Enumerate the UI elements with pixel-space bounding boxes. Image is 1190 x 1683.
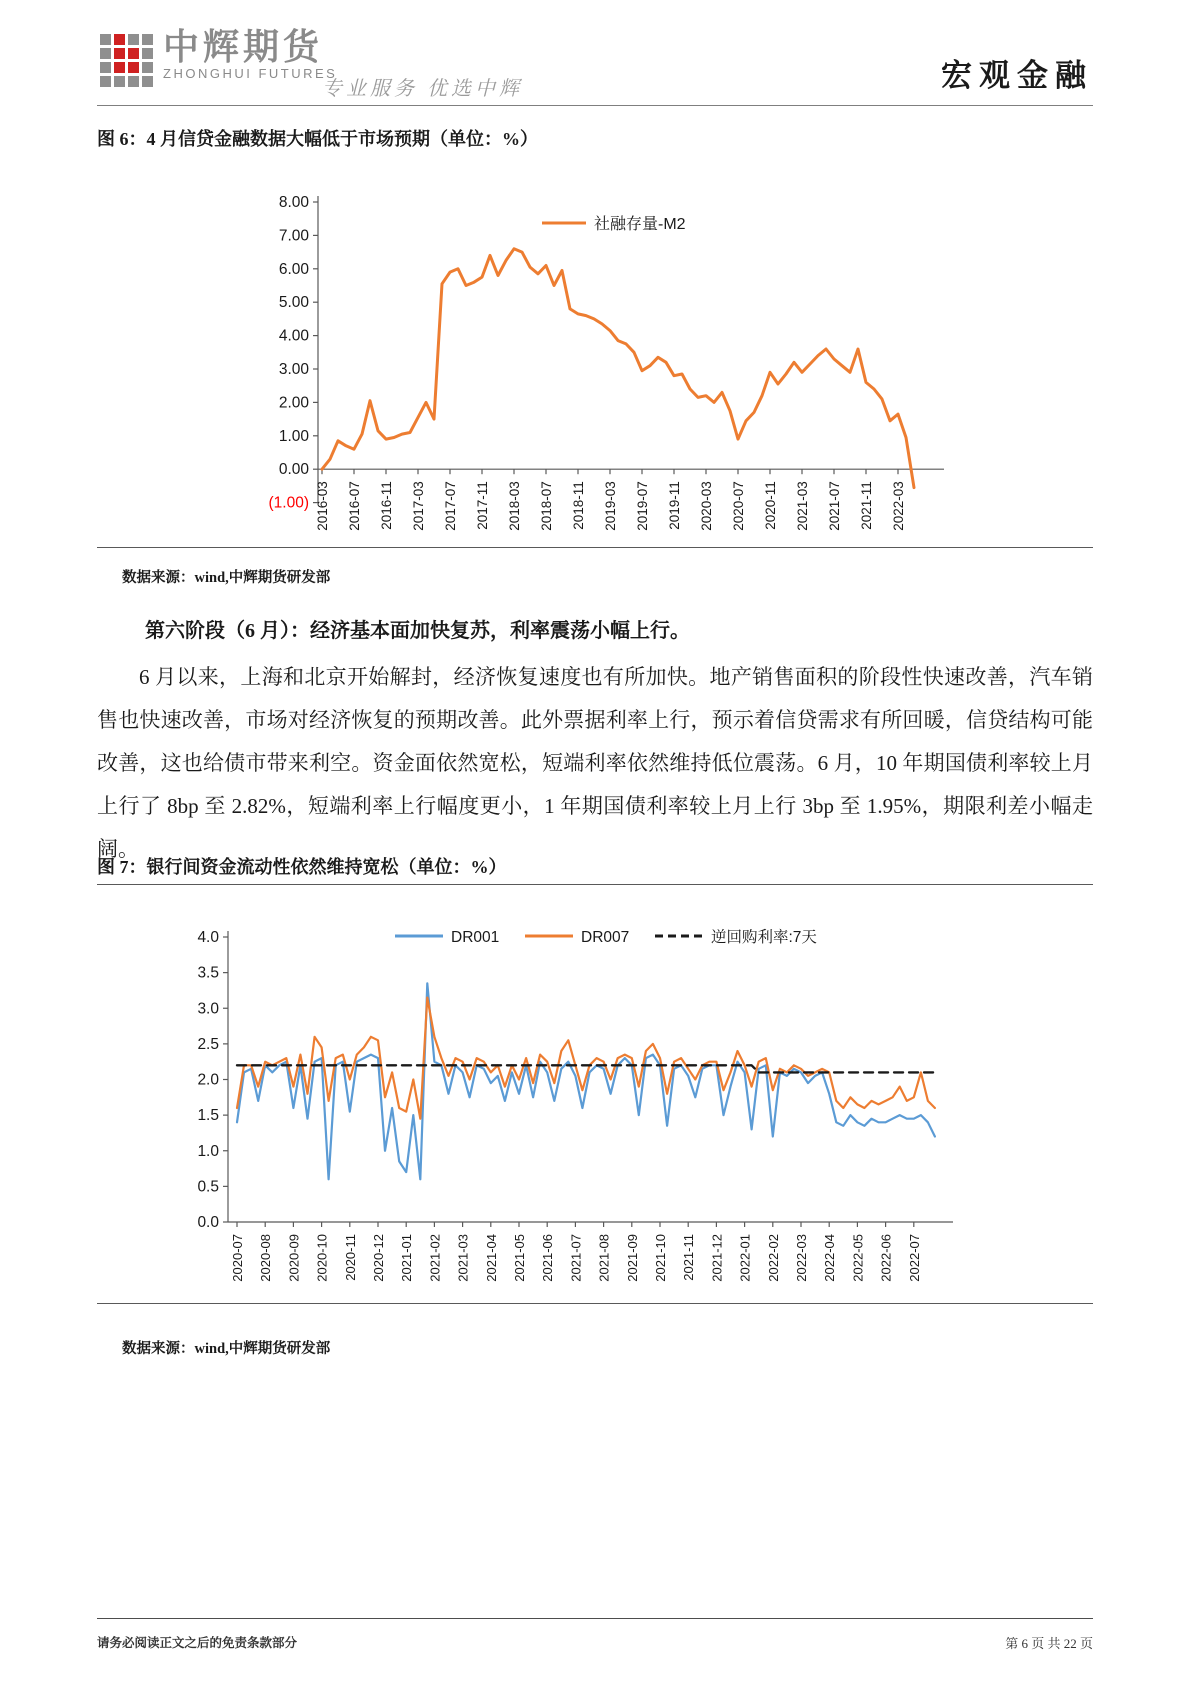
footer-page-number: 第 6 页 共 22 页	[1005, 1636, 1093, 1651]
svg-text:8.00: 8.00	[278, 194, 309, 211]
figure6-data-source: 数据来源：wind,中辉期货研发部	[122, 570, 331, 586]
figure7-bottom-divider	[97, 1303, 1093, 1304]
svg-text:2022-03: 2022-03	[794, 1234, 809, 1282]
svg-text:2021-08: 2021-08	[596, 1234, 612, 1282]
svg-text:2021-07: 2021-07	[568, 1234, 584, 1282]
svg-text:0.00: 0.00	[278, 461, 309, 479]
svg-text:2019-03: 2019-03	[603, 481, 618, 531]
logo-slogan: 专业服务 优选中辉	[322, 78, 523, 100]
logo-company-name-en: ZHONGHUI FUTURES	[163, 66, 338, 81]
stage-six-heading: 第六阶段（6 月）：经济基本面加快复苏，利率震荡小幅上行。	[145, 620, 690, 642]
svg-text:2016-03: 2016-03	[315, 481, 330, 531]
svg-text:2018-03: 2018-03	[507, 481, 522, 531]
svg-text:2021-03: 2021-03	[455, 1234, 471, 1282]
svg-text:2020-07: 2020-07	[230, 1234, 245, 1282]
svg-text:2.0: 2.0	[197, 1071, 219, 1089]
svg-text:2021-06: 2021-06	[540, 1234, 556, 1282]
svg-text:2021-12: 2021-12	[709, 1234, 725, 1282]
report-section-label: 宏观金融	[941, 58, 1093, 93]
svg-text:2020-09: 2020-09	[286, 1234, 302, 1282]
svg-text:2018-11: 2018-11	[571, 481, 586, 530]
svg-text:2022-05: 2022-05	[850, 1234, 866, 1282]
svg-text:2021-01: 2021-01	[399, 1234, 415, 1282]
svg-text:2020-10: 2020-10	[314, 1234, 330, 1282]
svg-text:1.00: 1.00	[278, 427, 309, 445]
svg-text:2021-11: 2021-11	[859, 481, 874, 530]
svg-text:2017-11: 2017-11	[475, 481, 490, 530]
svg-text:2021-09: 2021-09	[624, 1234, 640, 1282]
svg-text:2022-01: 2022-01	[737, 1234, 753, 1282]
svg-text:2.00: 2.00	[278, 394, 309, 412]
svg-text:2021-05: 2021-05	[512, 1234, 527, 1282]
svg-text:DR001: DR001	[451, 929, 500, 946]
svg-text:2016-07: 2016-07	[347, 481, 362, 531]
svg-text:2022-03: 2022-03	[891, 481, 906, 531]
svg-text:4.00: 4.00	[278, 327, 309, 345]
svg-text:2020-07: 2020-07	[731, 481, 746, 531]
svg-text:2022-02: 2022-02	[765, 1234, 781, 1282]
svg-text:2020-12: 2020-12	[371, 1234, 386, 1282]
svg-text:0.5: 0.5	[197, 1178, 219, 1196]
figure7-data-source: 数据来源：wind,中辉期货研发部	[122, 1341, 331, 1357]
svg-text:2017-03: 2017-03	[411, 481, 426, 531]
svg-text:2017-07: 2017-07	[443, 481, 458, 531]
footer-disclaimer: 请务必阅读正文之后的免责条款部分	[97, 1636, 298, 1650]
figure6-bottom-divider	[97, 547, 1093, 548]
svg-text:2019-11: 2019-11	[667, 481, 682, 530]
svg-text:2021-04: 2021-04	[483, 1234, 499, 1282]
logo-company-name: 中辉期货	[163, 26, 324, 67]
figure7-title: 图 7：银行间资金流动性依然维持宽松（单位：%）	[97, 857, 507, 877]
figure7-chart	[185, 870, 985, 1306]
svg-text:逆回购利率:7天: 逆回购利率:7天	[711, 929, 817, 946]
figure6-title: 图 6：4 月信贷金融数据大幅低于市场预期（单位：%）	[97, 129, 538, 149]
svg-text:6.00: 6.00	[278, 260, 309, 278]
svg-text:2022-04: 2022-04	[822, 1234, 838, 1282]
svg-text:2021-07: 2021-07	[827, 481, 842, 531]
svg-text:3.5: 3.5	[197, 964, 219, 982]
svg-text:2020-08: 2020-08	[258, 1234, 274, 1282]
svg-text:DR007: DR007	[581, 929, 630, 946]
svg-text:0.0: 0.0	[197, 1214, 219, 1231]
svg-text:2022-07: 2022-07	[906, 1234, 922, 1282]
svg-text:2021-03: 2021-03	[795, 481, 810, 531]
svg-text:3.0: 3.0	[197, 1000, 219, 1018]
svg-text:1.5: 1.5	[197, 1107, 219, 1125]
svg-text:2021-02: 2021-02	[427, 1234, 443, 1282]
footer-divider	[97, 1618, 1093, 1619]
svg-text:7.00: 7.00	[278, 227, 309, 245]
zhonghui-logo-icon	[100, 34, 153, 87]
svg-text:(1.00): (1.00)	[268, 494, 309, 512]
svg-text:3.00: 3.00	[278, 361, 309, 378]
header-divider	[97, 105, 1093, 106]
svg-text:2020-11: 2020-11	[342, 1234, 358, 1281]
svg-text:2021-10: 2021-10	[653, 1234, 668, 1282]
svg-text:1.0: 1.0	[197, 1142, 219, 1160]
figure6-chart	[250, 160, 960, 552]
svg-text:2018-07: 2018-07	[539, 481, 554, 531]
svg-text:2020-03: 2020-03	[699, 481, 714, 531]
svg-text:2020-11: 2020-11	[763, 481, 778, 530]
svg-text:2016-11: 2016-11	[379, 481, 394, 530]
company-logo	[100, 28, 337, 87]
svg-text:2.5: 2.5	[197, 1035, 219, 1053]
svg-text:4.0: 4.0	[197, 929, 219, 946]
stage-six-paragraph: 6 月以来，上海和北京开始解封，经济恢复速度也有所加快。地产销售面积的阶段性快速改善，汽车销售也快速改善，市场对经济恢复的预期改善。此外票据利率上行，预示着信贷需求有所回暖，信贷结构可能改善，这也给债市带来利空。资金面依然宽松，短端利率依然维持低位震荡。6 月，10 年期国债利率较上月上行了 8bp 至 2.82%，短端利率上行幅度更小，1 年期国债利率较上月上行 3bp 至 1.95%，期限利差小幅走阔。	[97, 665, 1093, 861]
svg-text:2021-11: 2021-11	[681, 1234, 697, 1281]
svg-text:5.00: 5.00	[278, 294, 309, 312]
svg-text:社融存量-M2: 社融存量-M2	[594, 216, 686, 233]
svg-text:2019-07: 2019-07	[635, 481, 650, 531]
svg-text:2022-06: 2022-06	[878, 1234, 894, 1282]
